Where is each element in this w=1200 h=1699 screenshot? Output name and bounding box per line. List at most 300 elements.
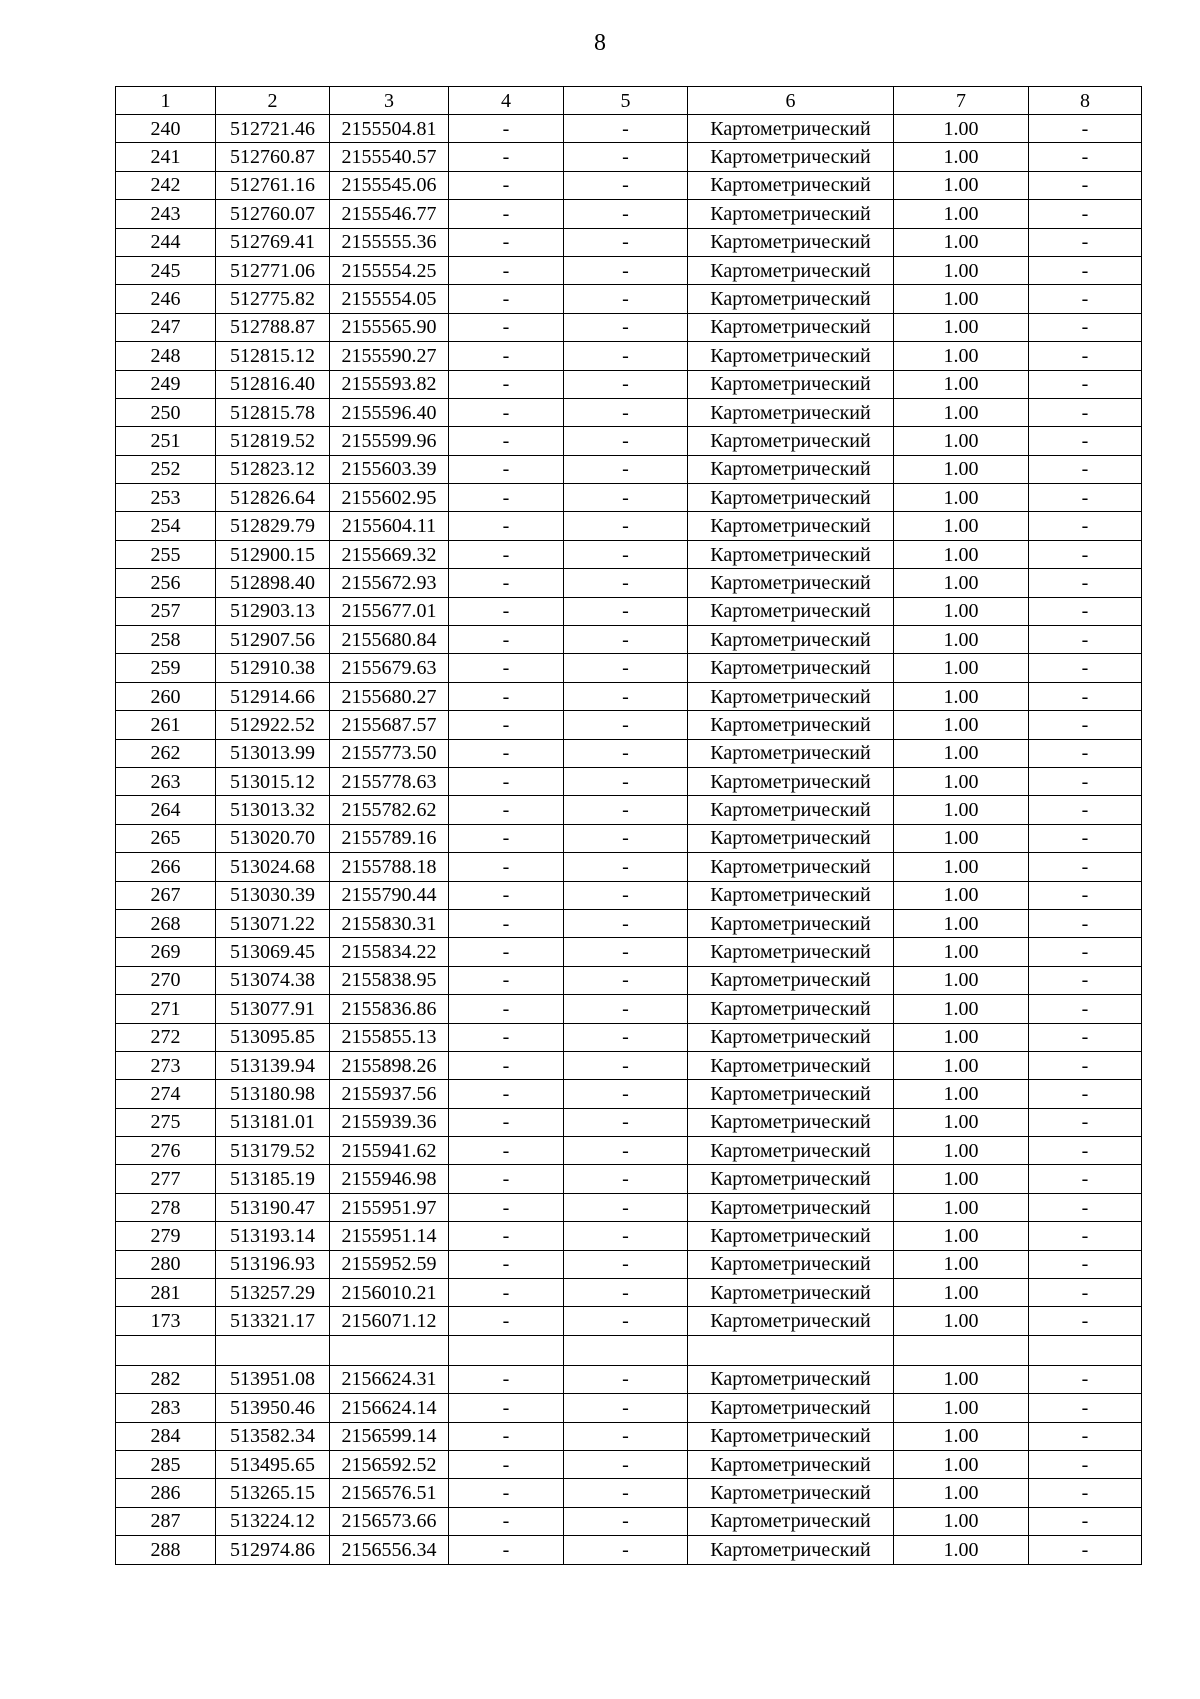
cell-coord-y: 2155555.36 [330, 228, 449, 256]
table-row [116, 824, 1142, 852]
cell-coord-y: 2156624.14 [330, 1394, 449, 1422]
cell-accuracy: 1.00 [894, 1365, 1029, 1393]
cell-accuracy: 1.00 [894, 569, 1029, 597]
cell-col-4: - [449, 1279, 564, 1307]
cell-coord-y: 2155687.57 [330, 711, 449, 739]
cell-point-number: 255 [116, 540, 216, 568]
cell-col-5 [564, 1335, 688, 1365]
cell-col-8: - [1029, 1108, 1142, 1136]
cell-col-5: - [564, 1051, 688, 1079]
cell-col-8: - [1029, 824, 1142, 852]
cell-point-number: 242 [116, 171, 216, 199]
cell-col-8: - [1029, 1450, 1142, 1478]
cell-col-5: - [564, 1536, 688, 1564]
cell-col-5: - [564, 966, 688, 994]
cell-col-5: - [564, 654, 688, 682]
cell-accuracy: 1.00 [894, 938, 1029, 966]
cell-col-5: - [564, 143, 688, 171]
cell-col-4: - [449, 1365, 564, 1393]
cell-method: Картометрический [688, 1450, 894, 1478]
cell-coord-x: 513582.34 [216, 1422, 330, 1450]
cell-col-5: - [564, 711, 688, 739]
cell-col-4: - [449, 1250, 564, 1278]
cell-col-8: - [1029, 1023, 1142, 1051]
table-row [116, 1422, 1142, 1450]
cell-col-8: - [1029, 484, 1142, 512]
cell-col-5: - [564, 626, 688, 654]
cell-col-4: - [449, 427, 564, 455]
cell-accuracy: 1.00 [894, 115, 1029, 143]
cell-col-5: - [564, 540, 688, 568]
column-header: 3 [330, 87, 449, 115]
cell-coord-y: 2155596.40 [330, 398, 449, 426]
cell-col-4: - [449, 881, 564, 909]
coordinates-table [115, 86, 1142, 1565]
cell-point-number: 266 [116, 853, 216, 881]
cell-col-5: - [564, 881, 688, 909]
cell-coord-y: 2155602.95 [330, 484, 449, 512]
cell-coord-x: 512815.12 [216, 342, 330, 370]
cell-col-8: - [1029, 200, 1142, 228]
cell-coord-x: 513030.39 [216, 881, 330, 909]
cell-method: Картометрический [688, 995, 894, 1023]
cell-col-5: - [564, 512, 688, 540]
cell-col-5: - [564, 1023, 688, 1051]
cell-coord-y: 2155545.06 [330, 171, 449, 199]
cell-coord-x: 513074.38 [216, 966, 330, 994]
cell-coord-x: 512907.56 [216, 626, 330, 654]
cell-method: Картометрический [688, 1279, 894, 1307]
cell-col-5: - [564, 1479, 688, 1507]
cell-point-number: 280 [116, 1250, 216, 1278]
cell-accuracy: 1.00 [894, 909, 1029, 937]
cell-coord-x: 513265.15 [216, 1479, 330, 1507]
cell-coord-x [216, 1335, 330, 1365]
cell-point-number: 173 [116, 1307, 216, 1335]
cell-point-number: 274 [116, 1080, 216, 1108]
cell-point-number: 278 [116, 1193, 216, 1221]
cell-accuracy: 1.00 [894, 171, 1029, 199]
column-header: 6 [688, 87, 894, 115]
cell-method: Картометрический [688, 909, 894, 937]
cell-col-8: - [1029, 853, 1142, 881]
cell-method: Картометрический [688, 1023, 894, 1051]
table-row [116, 285, 1142, 313]
cell-col-8: - [1029, 1137, 1142, 1165]
cell-method: Картометрический [688, 1422, 894, 1450]
cell-point-number: 267 [116, 881, 216, 909]
cell-coord-y: 2155546.77 [330, 200, 449, 228]
cell-col-8: - [1029, 1080, 1142, 1108]
cell-method: Картометрический [688, 1250, 894, 1278]
cell-accuracy: 1.00 [894, 597, 1029, 625]
cell-accuracy: 1.00 [894, 682, 1029, 710]
table-row [116, 938, 1142, 966]
cell-coord-x: 513139.94 [216, 1051, 330, 1079]
cell-coord-x: 513224.12 [216, 1507, 330, 1535]
cell-coord-y: 2155554.25 [330, 256, 449, 284]
cell-col-5: - [564, 115, 688, 143]
cell-accuracy: 1.00 [894, 370, 1029, 398]
cell-coord-x: 512829.79 [216, 512, 330, 540]
table-row [116, 1250, 1142, 1278]
cell-point-number: 259 [116, 654, 216, 682]
cell-method: Картометрический [688, 512, 894, 540]
table-row [116, 256, 1142, 284]
column-header: 4 [449, 87, 564, 115]
cell-accuracy: 1.00 [894, 1394, 1029, 1422]
cell-col-5: - [564, 909, 688, 937]
cell-col-8: - [1029, 143, 1142, 171]
cell-col-8 [1029, 1335, 1142, 1365]
table-row [116, 626, 1142, 654]
table-row [116, 1394, 1142, 1422]
cell-point-number: 275 [116, 1108, 216, 1136]
cell-coord-x: 512788.87 [216, 313, 330, 341]
cell-coord-x: 513181.01 [216, 1108, 330, 1136]
cell-coord-x: 512769.41 [216, 228, 330, 256]
cell-accuracy: 1.00 [894, 1193, 1029, 1221]
cell-coord-y: 2155941.62 [330, 1137, 449, 1165]
cell-method: Картометрический [688, 1137, 894, 1165]
cell-coord-y: 2155604.11 [330, 512, 449, 540]
cell-coord-x: 512910.38 [216, 654, 330, 682]
cell-coord-y: 2155898.26 [330, 1051, 449, 1079]
table-row [116, 711, 1142, 739]
cell-point-number: 269 [116, 938, 216, 966]
cell-coord-x: 512819.52 [216, 427, 330, 455]
cell-point-number: 243 [116, 200, 216, 228]
cell-accuracy: 1.00 [894, 484, 1029, 512]
cell-col-4: - [449, 711, 564, 739]
cell-coord-x: 512771.06 [216, 256, 330, 284]
table-row [116, 1365, 1142, 1393]
cell-col-4: - [449, 739, 564, 767]
cell-accuracy: 1.00 [894, 1422, 1029, 1450]
cell-method: Картометрический [688, 1222, 894, 1250]
cell-col-5: - [564, 171, 688, 199]
cell-col-4: - [449, 1080, 564, 1108]
cell-col-8: - [1029, 398, 1142, 426]
cell-col-8: - [1029, 1422, 1142, 1450]
cell-point-number: 281 [116, 1279, 216, 1307]
cell-coord-x: 512816.40 [216, 370, 330, 398]
table-row [116, 995, 1142, 1023]
cell-col-8: - [1029, 228, 1142, 256]
cell-method: Картометрический [688, 853, 894, 881]
cell-point-number: 245 [116, 256, 216, 284]
cell-coord-y: 2155680.84 [330, 626, 449, 654]
cell-col-8: - [1029, 1479, 1142, 1507]
cell-point-number: 257 [116, 597, 216, 625]
table-row [116, 881, 1142, 909]
cell-col-8: - [1029, 711, 1142, 739]
table-row [116, 313, 1142, 341]
cell-accuracy: 1.00 [894, 143, 1029, 171]
cell-method: Картометрический [688, 285, 894, 313]
cell-col-8: - [1029, 1279, 1142, 1307]
cell-col-4: - [449, 767, 564, 795]
table-row [116, 427, 1142, 455]
cell-method: Картометрический [688, 569, 894, 597]
cell-point-number: 246 [116, 285, 216, 313]
cell-accuracy: 1.00 [894, 342, 1029, 370]
cell-point-number: 252 [116, 455, 216, 483]
table-row [116, 767, 1142, 795]
cell-point-number: 273 [116, 1051, 216, 1079]
cell-point-number: 271 [116, 995, 216, 1023]
cell-accuracy: 1.00 [894, 1137, 1029, 1165]
cell-col-5: - [564, 342, 688, 370]
cell-method: Картометрический [688, 824, 894, 852]
cell-coord-x: 513495.65 [216, 1450, 330, 1478]
cell-coord-y: 2155603.39 [330, 455, 449, 483]
table-row-blank [116, 1335, 1142, 1365]
cell-col-4: - [449, 1394, 564, 1422]
cell-col-4: - [449, 1507, 564, 1535]
column-header: 2 [216, 87, 330, 115]
cell-col-4: - [449, 1222, 564, 1250]
cell-coord-y: 2155789.16 [330, 824, 449, 852]
table-row [116, 1137, 1142, 1165]
cell-col-5: - [564, 256, 688, 284]
cell-coord-y: 2155834.22 [330, 938, 449, 966]
cell-coord-x: 513020.70 [216, 824, 330, 852]
cell-col-8: - [1029, 342, 1142, 370]
cell-accuracy: 1.00 [894, 1307, 1029, 1335]
cell-col-8: - [1029, 370, 1142, 398]
cell-method: Картометрический [688, 767, 894, 795]
column-header: 5 [564, 87, 688, 115]
cell-coord-x: 513196.93 [216, 1250, 330, 1278]
table-row [116, 853, 1142, 881]
table-row [116, 569, 1142, 597]
cell-col-5: - [564, 1279, 688, 1307]
cell-col-5: - [564, 1193, 688, 1221]
cell-coord-x: 512760.87 [216, 143, 330, 171]
cell-col-8: - [1029, 1222, 1142, 1250]
cell-method: Картометрический [688, 427, 894, 455]
table-row [116, 370, 1142, 398]
cell-col-4: - [449, 909, 564, 937]
table-row [116, 654, 1142, 682]
cell-accuracy [894, 1335, 1029, 1365]
cell-coord-x: 513951.08 [216, 1365, 330, 1393]
cell-coord-x: 512898.40 [216, 569, 330, 597]
cell-coord-y: 2156576.51 [330, 1479, 449, 1507]
cell-col-4: - [449, 1450, 564, 1478]
table-row [116, 228, 1142, 256]
table-row [116, 1165, 1142, 1193]
table-row [116, 1193, 1142, 1221]
cell-coord-y: 2156071.12 [330, 1307, 449, 1335]
cell-method: Картометрический [688, 597, 894, 625]
cell-coord-y: 2156624.31 [330, 1365, 449, 1393]
cell-col-5: - [564, 597, 688, 625]
cell-col-4: - [449, 200, 564, 228]
table-row [116, 455, 1142, 483]
cell-accuracy: 1.00 [894, 1023, 1029, 1051]
cell-point-number: 250 [116, 398, 216, 426]
cell-accuracy: 1.00 [894, 767, 1029, 795]
cell-col-4: - [449, 540, 564, 568]
cell-col-5: - [564, 313, 688, 341]
cell-coord-x: 513950.46 [216, 1394, 330, 1422]
cell-col-5: - [564, 1450, 688, 1478]
cell-col-4: - [449, 228, 564, 256]
cell-coord-y: 2155782.62 [330, 796, 449, 824]
cell-accuracy: 1.00 [894, 881, 1029, 909]
cell-accuracy: 1.00 [894, 966, 1029, 994]
table-row [116, 739, 1142, 767]
cell-col-4: - [449, 143, 564, 171]
cell-col-8: - [1029, 1165, 1142, 1193]
cell-accuracy: 1.00 [894, 1250, 1029, 1278]
table-row [116, 342, 1142, 370]
cell-col-8: - [1029, 938, 1142, 966]
cell-accuracy: 1.00 [894, 739, 1029, 767]
cell-method: Картометрический [688, 796, 894, 824]
cell-coord-y: 2155679.63 [330, 654, 449, 682]
cell-accuracy: 1.00 [894, 995, 1029, 1023]
table-row [116, 1479, 1142, 1507]
cell-coord-x: 512903.13 [216, 597, 330, 625]
cell-col-5: - [564, 1507, 688, 1535]
cell-col-5: - [564, 1394, 688, 1422]
cell-point-number: 264 [116, 796, 216, 824]
cell-coord-x: 513024.68 [216, 853, 330, 881]
cell-coord-x: 513015.12 [216, 767, 330, 795]
cell-col-5: - [564, 853, 688, 881]
cell-point-number: 260 [116, 682, 216, 710]
cell-col-8: - [1029, 767, 1142, 795]
table-row [116, 1279, 1142, 1307]
cell-col-5: - [564, 1365, 688, 1393]
cell-coord-x: 512922.52 [216, 711, 330, 739]
cell-coord-y: 2155677.01 [330, 597, 449, 625]
table-row [116, 597, 1142, 625]
cell-coord-x: 513013.99 [216, 739, 330, 767]
cell-point-number: 282 [116, 1365, 216, 1393]
cell-col-5: - [564, 1165, 688, 1193]
cell-method: Картометрический [688, 1165, 894, 1193]
cell-method: Картометрический [688, 313, 894, 341]
cell-col-4: - [449, 824, 564, 852]
cell-coord-y: 2155554.05 [330, 285, 449, 313]
cell-coord-x: 512900.15 [216, 540, 330, 568]
cell-col-8: - [1029, 1051, 1142, 1079]
cell-col-5: - [564, 398, 688, 426]
cell-method: Картометрический [688, 115, 894, 143]
cell-col-4: - [449, 398, 564, 426]
table-row [116, 398, 1142, 426]
cell-point-number: 285 [116, 1450, 216, 1478]
cell-coord-y: 2155590.27 [330, 342, 449, 370]
cell-coord-x: 513013.32 [216, 796, 330, 824]
cell-coord-y: 2156556.34 [330, 1536, 449, 1564]
cell-col-4: - [449, 597, 564, 625]
cell-method: Картометрический [688, 228, 894, 256]
cell-col-8: - [1029, 427, 1142, 455]
cell-col-5: - [564, 427, 688, 455]
cell-col-4: - [449, 455, 564, 483]
cell-col-8: - [1029, 512, 1142, 540]
column-header: 7 [894, 87, 1029, 115]
table-row [116, 1450, 1142, 1478]
cell-col-5: - [564, 285, 688, 313]
table-row [116, 1536, 1142, 1564]
cell-point-number: 247 [116, 313, 216, 341]
cell-point-number: 244 [116, 228, 216, 256]
cell-accuracy: 1.00 [894, 285, 1029, 313]
cell-point-number [116, 1335, 216, 1365]
cell-col-4: - [449, 995, 564, 1023]
cell-col-8: - [1029, 569, 1142, 597]
cell-col-4: - [449, 115, 564, 143]
cell-point-number: 261 [116, 711, 216, 739]
cell-col-8: - [1029, 881, 1142, 909]
cell-col-8: - [1029, 626, 1142, 654]
cell-method: Картометрический [688, 455, 894, 483]
cell-col-8: - [1029, 313, 1142, 341]
cell-coord-x: 512826.64 [216, 484, 330, 512]
cell-accuracy: 1.00 [894, 455, 1029, 483]
cell-coord-x: 513077.91 [216, 995, 330, 1023]
cell-method: Картометрический [688, 1307, 894, 1335]
table-row [116, 115, 1142, 143]
cell-accuracy: 1.00 [894, 200, 1029, 228]
cell-coord-x: 513179.52 [216, 1137, 330, 1165]
table-body [116, 115, 1142, 1565]
cell-col-5: - [564, 569, 688, 597]
cell-accuracy: 1.00 [894, 1051, 1029, 1079]
cell-col-4: - [449, 1307, 564, 1335]
cell-coord-y: 2155939.36 [330, 1108, 449, 1136]
table-row [116, 1307, 1142, 1335]
cell-coord-y: 2155946.98 [330, 1165, 449, 1193]
cell-coord-y: 2155788.18 [330, 853, 449, 881]
cell-point-number: 249 [116, 370, 216, 398]
cell-coord-x: 512775.82 [216, 285, 330, 313]
cell-method: Картометрический [688, 1108, 894, 1136]
cell-col-4: - [449, 938, 564, 966]
cell-accuracy: 1.00 [894, 313, 1029, 341]
cell-col-4: - [449, 853, 564, 881]
cell-point-number: 272 [116, 1023, 216, 1051]
cell-coord-y: 2155599.96 [330, 427, 449, 455]
cell-method: Картометрический [688, 540, 894, 568]
cell-col-8: - [1029, 171, 1142, 199]
cell-accuracy: 1.00 [894, 427, 1029, 455]
cell-col-4: - [449, 1479, 564, 1507]
cell-col-8: - [1029, 966, 1142, 994]
cell-col-8: - [1029, 682, 1142, 710]
cell-method: Картометрический [688, 654, 894, 682]
cell-col-8: - [1029, 1193, 1142, 1221]
cell-accuracy: 1.00 [894, 256, 1029, 284]
cell-coord-y: 2155672.93 [330, 569, 449, 597]
table-row [116, 200, 1142, 228]
cell-accuracy: 1.00 [894, 711, 1029, 739]
cell-method: Картометрический [688, 1080, 894, 1108]
cell-accuracy: 1.00 [894, 540, 1029, 568]
cell-coord-x: 513185.19 [216, 1165, 330, 1193]
cell-col-8: - [1029, 1394, 1142, 1422]
cell-col-5: - [564, 739, 688, 767]
cell-point-number: 241 [116, 143, 216, 171]
cell-coord-x: 512721.46 [216, 115, 330, 143]
cell-coord-y: 2155565.90 [330, 313, 449, 341]
